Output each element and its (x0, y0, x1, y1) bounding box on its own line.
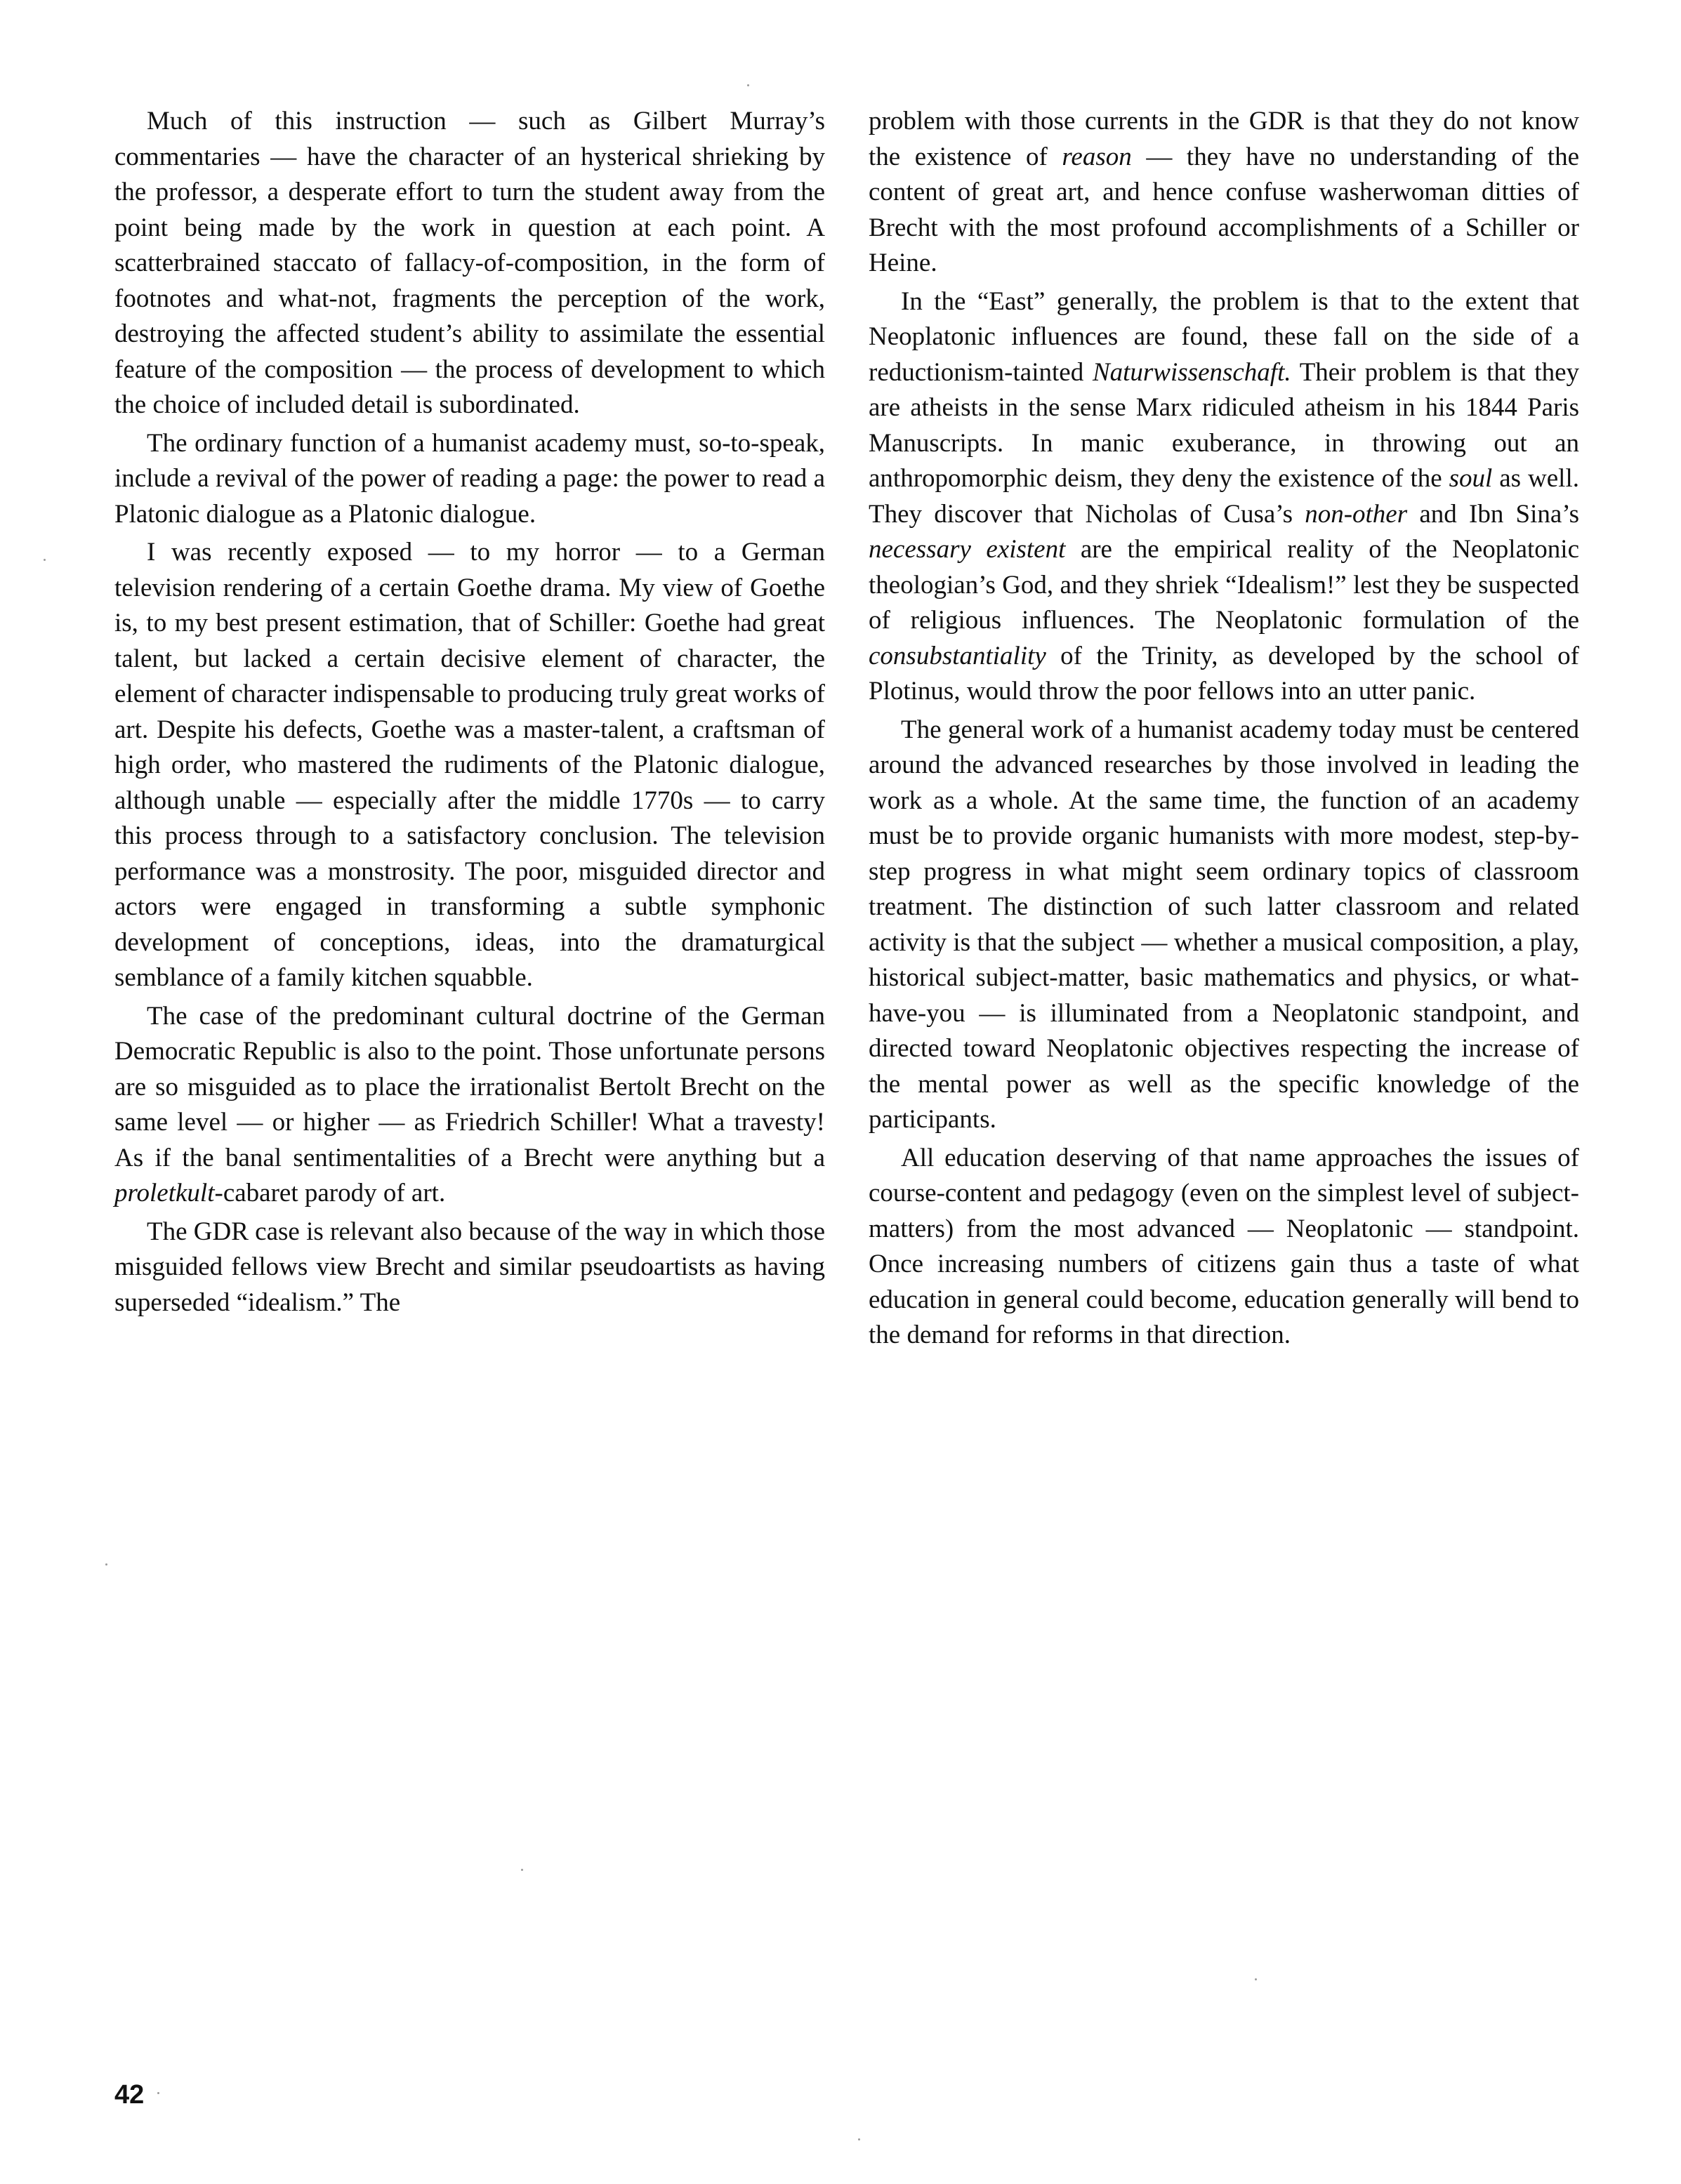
paragraph-text: The ordinary function of a humanist academy must, so-to-speak, include a revival of the power of reading a page: the power to read a Platonic dialogue as a Platonic dialogue. (114, 428, 825, 529)
paragraph-gdr-currents-continued (869, 104, 1579, 282)
paragraph-text: In the “East” generally, the problem is that to the extent that Neoplatonic influences are found, these fall on the side of a reductionism-tainted (869, 286, 1579, 387)
paragraph-text: Their problem is that they are atheists in the sense Marx ridiculed atheism in his 1844 Paris Manuscripts. In manic exuberance, in throwing out an anthropomorphic deism, they deny the existence of the (869, 357, 1579, 493)
scan-speck (521, 1869, 523, 1871)
italic-term-necessary-existent: necessary existent (869, 535, 1066, 564)
scan-speck (747, 84, 749, 86)
paragraph-text: are the empirical reality of the Neoplatonic theologian’s God, and they shriek “Idealism!” lest they be suspected of religious influences. The Neoplatonic formulation of the (869, 535, 1579, 635)
paragraph-text: problem with those currents in the GDR is that they do not know the existence of (869, 107, 1579, 171)
italic-term-soul: soul (1449, 464, 1493, 493)
paragraph-text: Much of this instruction — such as Gilbert Murray’s commentaries — have the character of an hysterical shrieking by the professor, a desperate effort to turn the student away from the point being made by the work in question at each point. A scatterbrained staccato of fallacy-of-composition, in the form of footnotes and what-not, fragments the perception of the work, destroying the affected student’s ability to assimilate the essential feature of the composition — the process of development to which the choice of included detail is subordinated. (114, 107, 825, 419)
italic-term-non-other: non-other (1305, 499, 1408, 529)
scan-speck (858, 2138, 860, 2140)
paragraph-text: The GDR case is relevant also because of the way in which those misguided fellows view Brecht and similar pseudoartists as having superseded “idealism.” The (114, 1217, 825, 1317)
right-text-column (869, 104, 1579, 1356)
paragraph-text: and Ibn Sina’s (1407, 499, 1580, 529)
scan-speck (1255, 1978, 1257, 1980)
paragraph-text: — they have no understanding of the content of great art, and hence confuse washerwoman ditties of Brecht with the most profound accomplishments of a Schiller or Heine. (869, 142, 1579, 277)
paragraph-gdr-case (114, 1215, 825, 1321)
paragraph-gilbert-murray (114, 104, 825, 423)
paragraph-gdr-doctrine (114, 999, 825, 1212)
italic-term-consubstantiality: consubstantiality (869, 641, 1046, 670)
paragraph-goethe-drama (114, 535, 825, 996)
italic-term-naturwissenschaft: Naturwissenschaft. (1092, 357, 1291, 387)
paragraph-east-generally (869, 284, 1579, 710)
page-number: 42 (114, 2080, 145, 2110)
scan-speck (105, 1563, 107, 1566)
paragraph-text: as well. They discover that Nicholas of Cusa’s (869, 464, 1579, 529)
paragraph-text: All education deserving of that name approaches the issues of course-content and pedagogy (even on the simplest level of subject-matters) from the most advanced — Neoplatonic — standpoint. Once increasing numbers of citizens gain thus a taste of what education in general could become, education generally will bend to the demand for reforms in that direction. (869, 1143, 1579, 1349)
paragraph-text: I was recently exposed — to my horror — to a German television rendering of a certain Goethe drama. My view of Goethe is, to my best present estimation, that of Schiller: Goethe had great talent, but lacked a certain decisive element of character, the element of character indispensable to producing truly great works of art. Despite his defects, Goethe was a master-talent, a craftsman of high order, who mastered the rudiments of the Platonic dialogue, although unable — especially after the middle 1770s — to carry this process through to a satisfactory conclusion. The television performance was a monstrosity. The poor, misguided director and actors were engaged in transforming a subtle symphonic development of conceptions, ideas, into the dramaturgical semblance of a family kitchen squabble. (114, 538, 826, 992)
paragraph-general-work (869, 713, 1579, 1138)
paragraph-humanist-academy-function (114, 426, 825, 533)
scan-speck (44, 559, 46, 561)
paragraph-text: of the Trinity, as developed by the school of Plotinus, would throw the poor fellows into an utter panic. (869, 641, 1579, 706)
paragraph-text: -cabaret parody of art. (214, 1179, 446, 1207)
italic-term-proletkult: proletkult (114, 1179, 215, 1207)
italic-term-reason: reason (1062, 142, 1132, 171)
paragraph-text: The case of the predominant cultural doctrine of the German Democratic Republic is also to the point. Those unfortunate persons are so misguided as to place the irrationalist Bertolt Brecht on the same level — or higher — as Friedrich Schiller! What a travesty! As if the banal sentimentalities of a Brecht were anything but a (114, 1001, 825, 1172)
paragraph-text: The general work of a humanist academy today must be centered around the advanced researches by those involved in leading the work as a whole. At the same time, the function of an academy must be to provide organic humanists with more modest, step-by-step progress in what might seem ordinary topics of classroom treatment. The distinction of such latter classroom and related activity is that the subject — whether a musical composition, a play, historical subject-matter, basic mathematics and physics, or what-have-you — is illuminated from a Neoplatonic standpoint, and directed toward Neoplatonic objectives respecting the increase of the mental power as well as the specific knowledge of the participants. (869, 715, 1579, 1134)
scan-speck (157, 2092, 159, 2094)
left-text-column (114, 104, 825, 1323)
paragraph-all-education (869, 1141, 1579, 1354)
